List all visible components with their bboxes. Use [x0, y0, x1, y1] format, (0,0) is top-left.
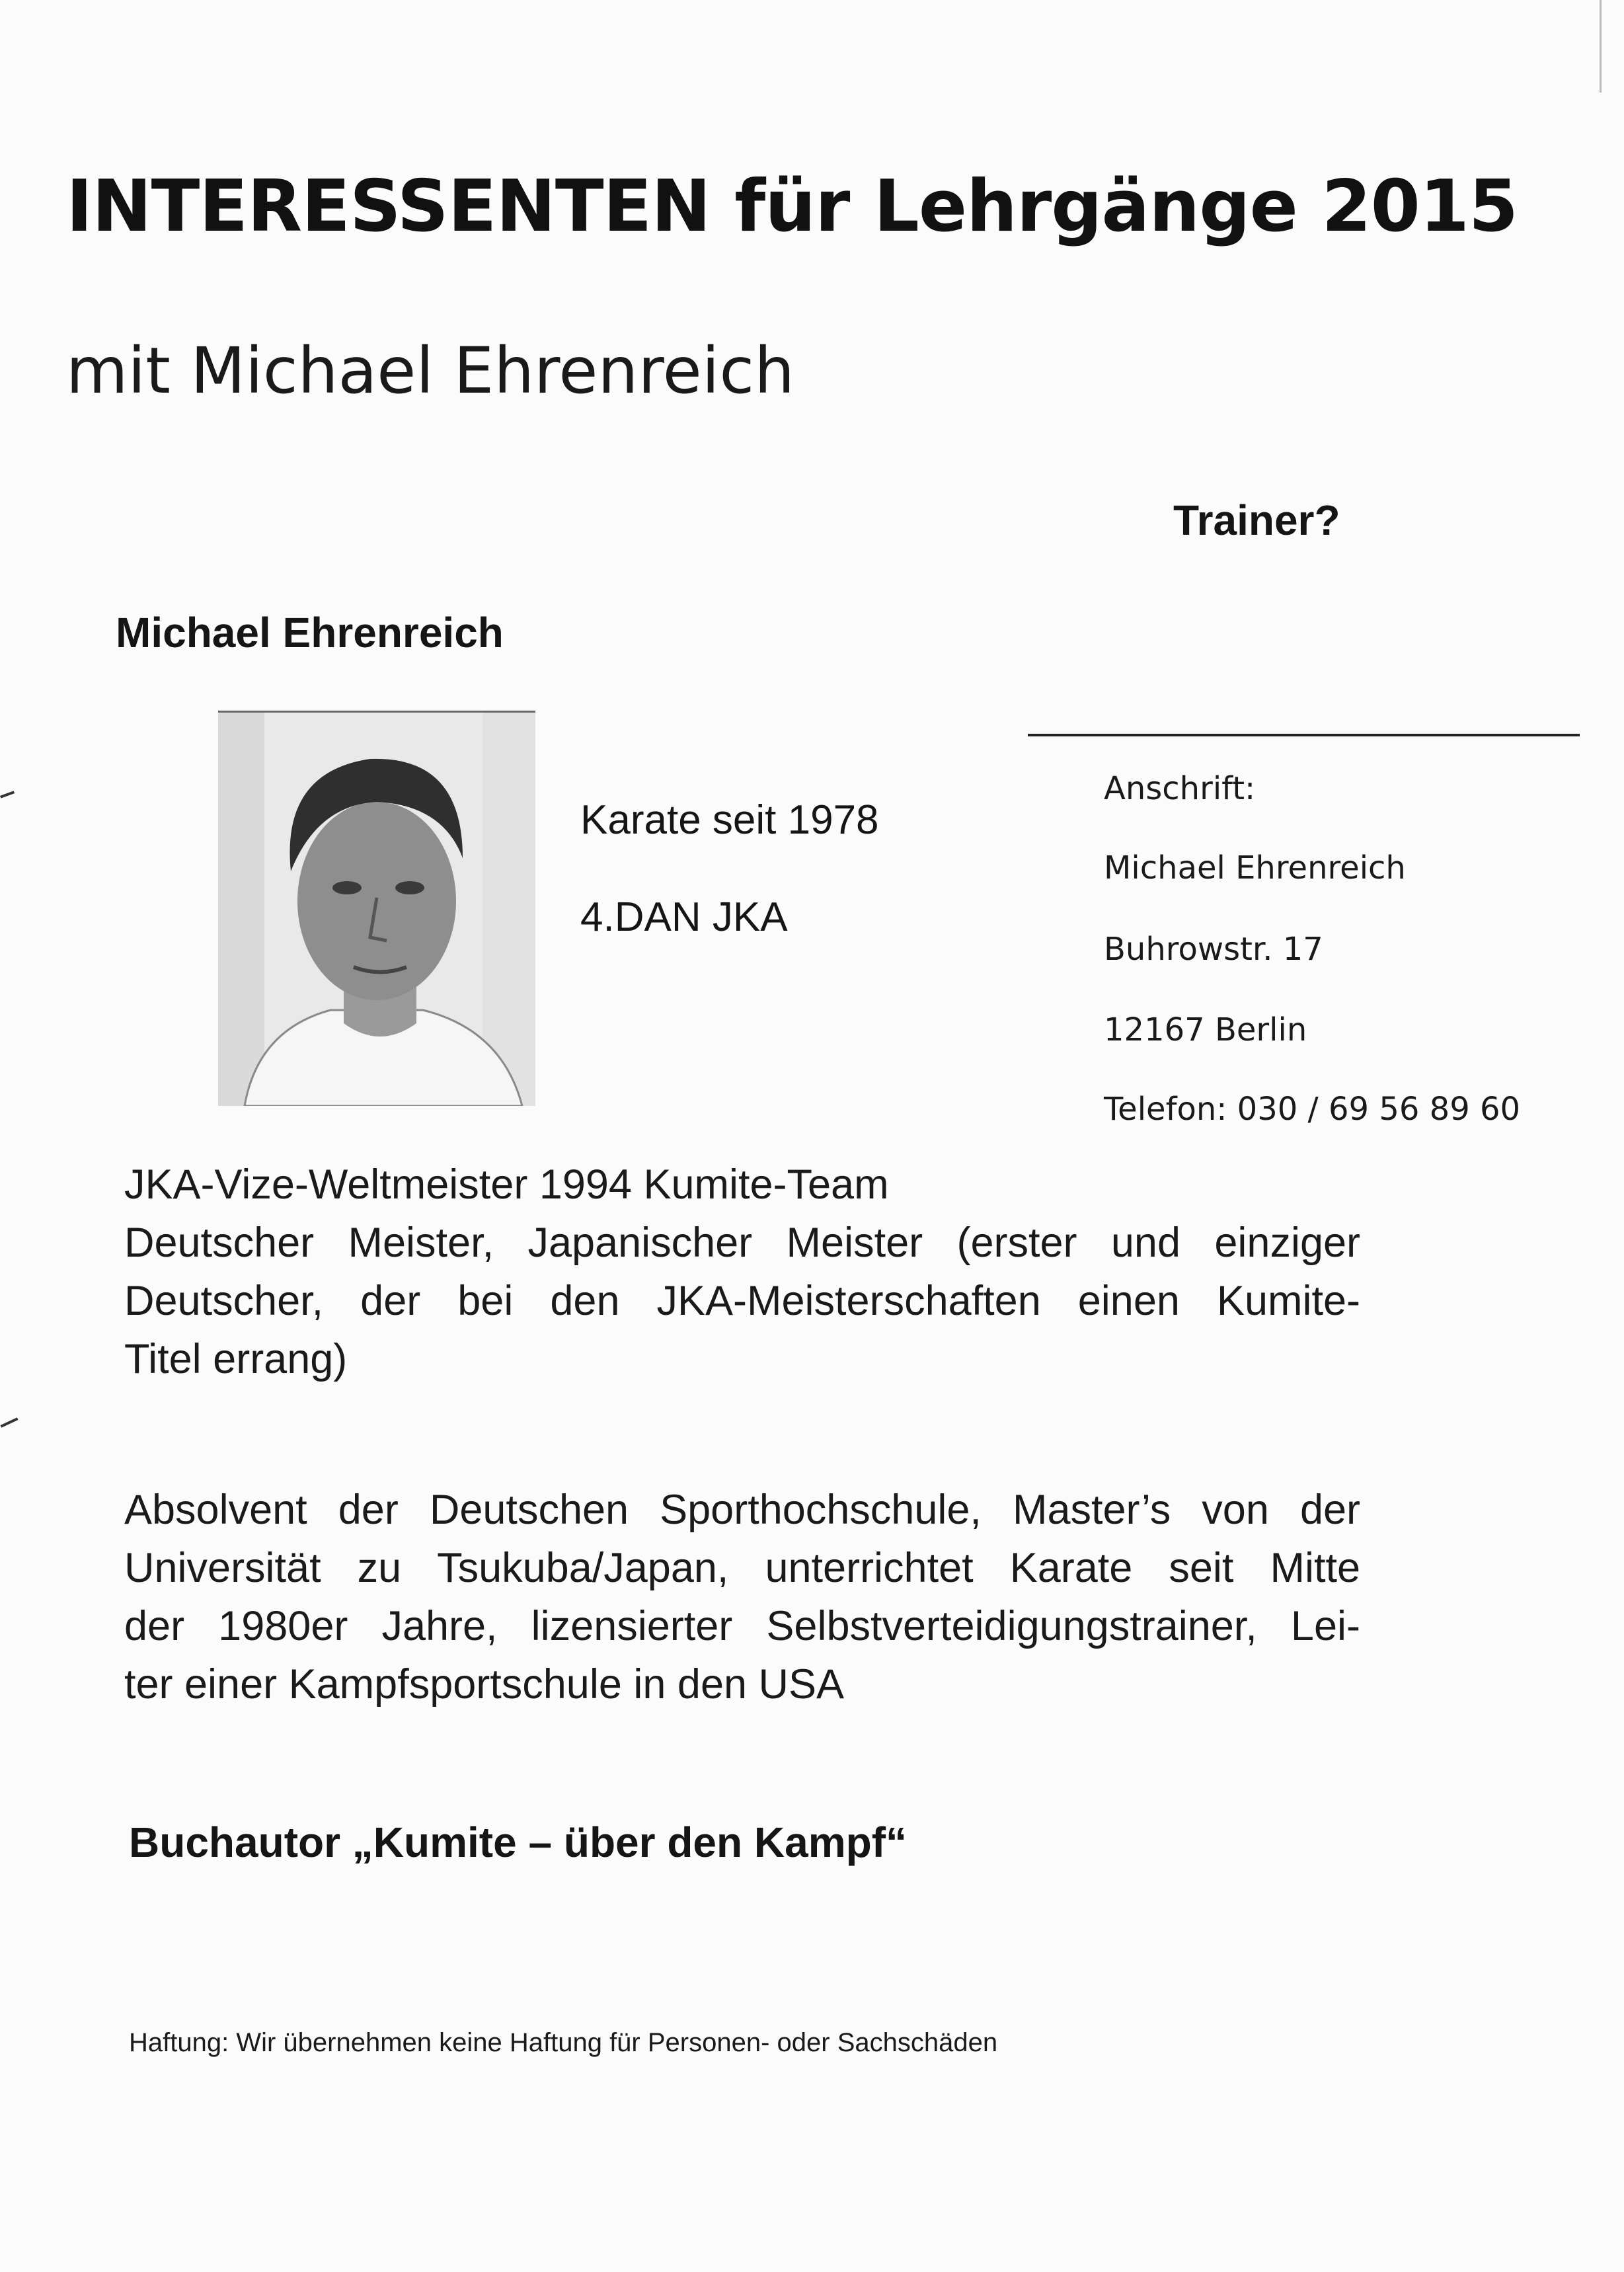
biography-line: Universität zu Tsukuba/Japan, unterrichtet Karate seit Mitte: [124, 1545, 1360, 1591]
scan-mark: [0, 791, 15, 798]
achievement-line: JKA-Vize-Weltmeister 1994 Kumite-Team: [124, 1161, 889, 1208]
biography-block: [124, 1481, 1360, 1713]
page-title: INTERESSENTEN für Lehrgänge 2015: [66, 165, 1518, 248]
page-subtitle: mit Michael Ehrenreich: [66, 334, 795, 408]
liability-notice: Haftung: Wir übernehmen keine Haftung für Personen- oder Sachschäden: [129, 2028, 998, 2057]
achievements-block: [124, 1156, 1360, 1388]
scan-mark: [0, 1417, 18, 1427]
biography-line: ter einer Kampfsportschule in den USA: [124, 1661, 845, 1707]
biography-line: der 1980er Jahre, lizensierter Selbstverteidigungstrainer, Lei-: [124, 1603, 1360, 1649]
address-phone: Telefon: 030 / 69 56 89 60: [1104, 1091, 1521, 1128]
address-street: Buhrowstr. 17: [1104, 931, 1323, 968]
achievement-line: Titel errang): [124, 1336, 348, 1382]
achievement-line: Deutscher Meister, Japanischer Meister (erster und einziger: [124, 1220, 1360, 1266]
credential-karate-since: Karate seit 1978: [580, 797, 879, 843]
achievement-line: Deutscher, der bei den JKA-Meisterschaften einen Kumite-: [124, 1278, 1360, 1324]
person-name: Michael Ehrenreich: [116, 609, 504, 656]
credential-dan-grade: 4.DAN JKA: [580, 894, 788, 940]
portrait-photo: [218, 711, 535, 1106]
book-author: Buchautor „Kumite – über den Kampf“: [129, 1819, 907, 1866]
trainer-question: Trainer?: [1173, 496, 1340, 544]
address-city: 12167 Berlin: [1104, 1011, 1307, 1048]
scan-edge: [1600, 0, 1602, 93]
address-name: Michael Ehrenreich: [1104, 849, 1406, 886]
biography-line: Absolvent der Deutschen Sporthochschule, Master’s von der: [124, 1487, 1360, 1533]
address-label: Anschrift:: [1104, 770, 1256, 807]
portrait-icon: [218, 713, 535, 1106]
divider-line: [1028, 734, 1580, 736]
